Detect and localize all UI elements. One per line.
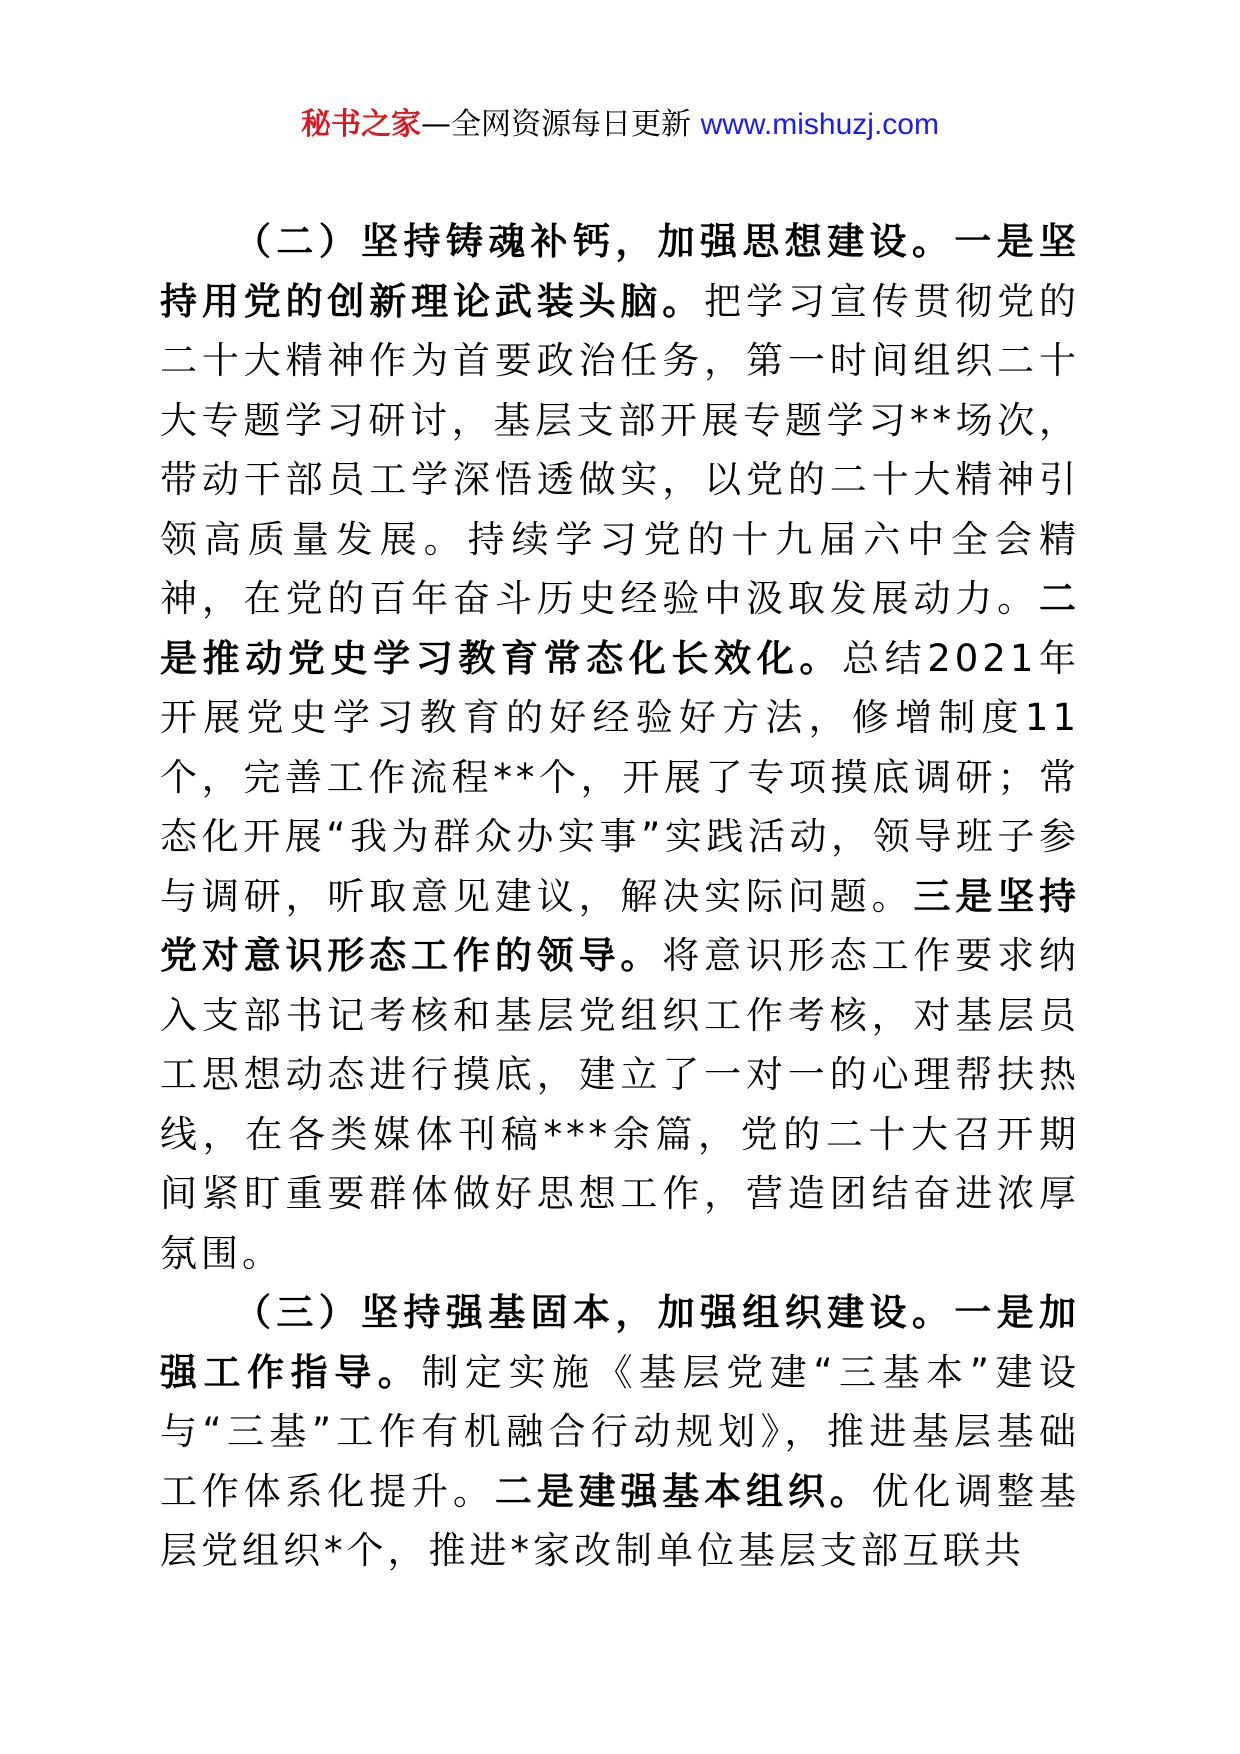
bold-heading: （二）坚持铸魂补钙，加强思想建设。一是坚持用党的创新理论武装头脑。 — [160, 220, 1080, 323]
paragraph-organization-building — [160, 1283, 1080, 1581]
bold-heading: 二是建强基本组织。 — [494, 1469, 872, 1513]
paragraph-thought-building — [160, 212, 1080, 1283]
body-text-segment: 优化调整基层党组织*个，推进*家改制单位基层支部互联共 — [160, 1469, 1081, 1572]
bold-heading: （三）坚持强基固本，加强组织建设。一是加强工作指导。 — [160, 1291, 1080, 1394]
bold-heading: 二是推动党史学习教育常态化长效化。 — [160, 577, 1080, 680]
brand-name: 秘书之家 — [301, 107, 422, 142]
body-text-segment: 把学习宣传贯彻党的二十大精神作为首要政治任务，第一时间组织二十大专题学习研讨，基层支部开展专题学习**场次，带动干部员工学深悟透做实，以党的二十大精神引领高质量发展。持续学习党的十九届六中全会精神，在党的百年奋斗历史经验中汲取发展动力。 — [160, 279, 1081, 620]
document-body — [160, 212, 1080, 1581]
header-slogan: —全网资源每日更新 — [421, 107, 701, 142]
site-url-link[interactable]: www.mishuzj.com — [700, 108, 939, 141]
bold-heading: 三是坚持党对意识形态工作的领导。 — [160, 874, 1081, 977]
body-text-segment: 制定实施《基层党建“三基本”建设与“三基”工作有机融合行动规划》，推进基层基础工作体系化提升。 — [160, 1350, 1081, 1513]
site-header — [0, 100, 1240, 150]
body-text-segment: 将意识形态工作要求纳入支部书记考核和基层党组织工作考核，对基层员工思想动态进行摸底，建立了一对一的心理帮扶热线，在各类媒体刊稿***余篇，党的二十大召开期间紧盯重要群体做好思想工作，营造团结奋进浓厚氛围。 — [160, 934, 1081, 1275]
body-text-segment: 总结2021年开展党史学习教育的好经验好方法，修增制度11个，完善工作流程**个，开展了专项摸底调研；常态化开展“我为群众办实事”实践活动，领导班子参与调研，听取意见建议，解决实际问题。 — [160, 636, 1080, 918]
